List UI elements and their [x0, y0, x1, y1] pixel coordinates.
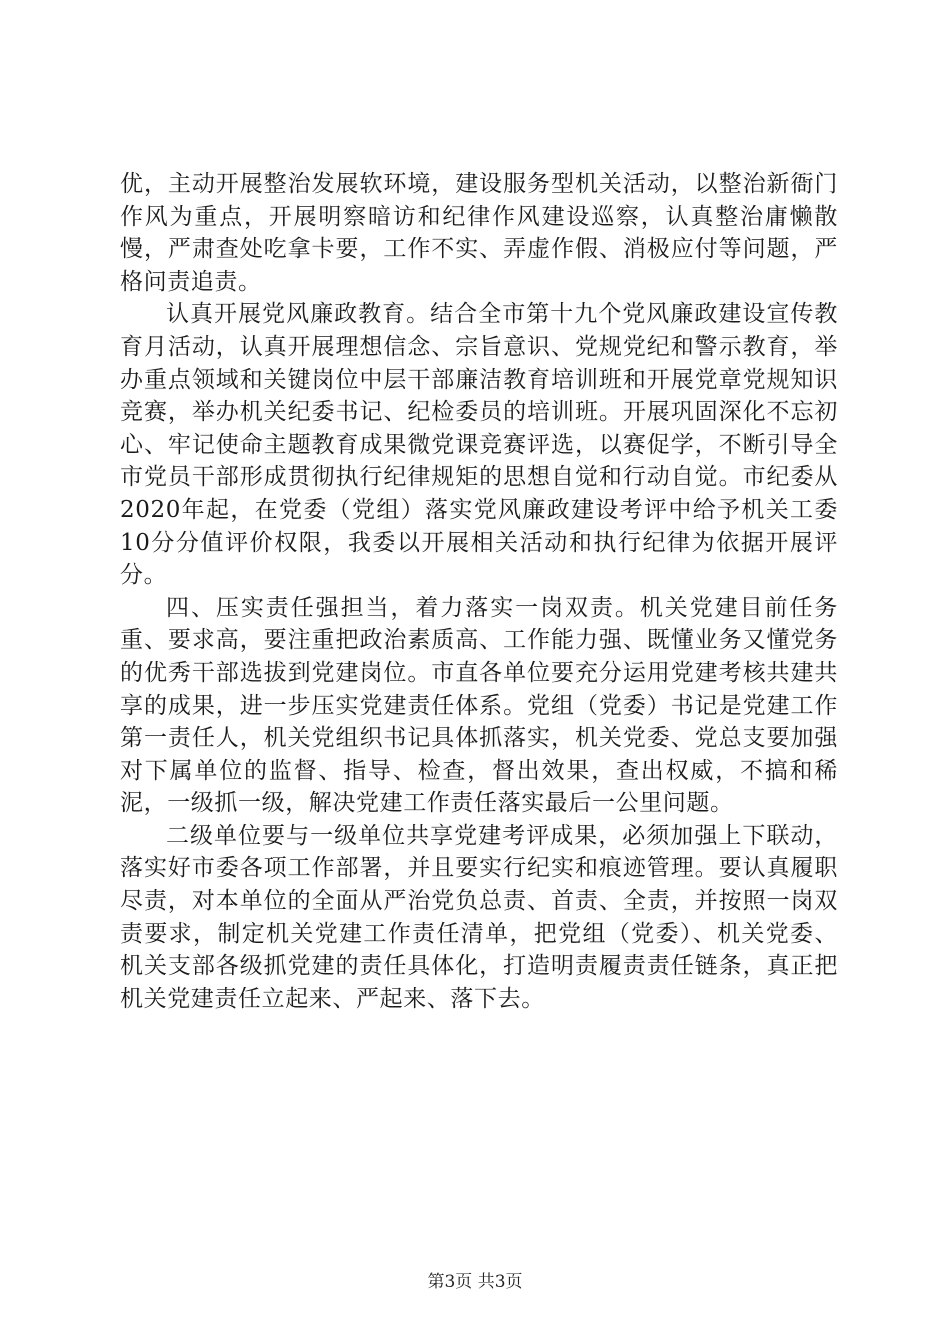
paragraph-party-education: 认真开展党风廉政教育。结合全市第十九个党风廉政建设宣传教育月活动，认真开展理想信念、宗旨意识、党规党纪和警示教育，举办重点领域和关键岗位中层干部廉洁教育培训班和开展党章党规知识竞赛，举办机关纪委书记、纪检委员的培训班。开展巩固深化不忘初心、牢记使命主题教育成果微党课竞赛评选，以赛促学，不断引导全市党员干部形成贯彻执行纪律规矩的思想自觉和行动自觉。市纪委从2020年起，在党委（党组）落实党风廉政建设考评中给予机关工委10分分值评价权限，我委以开展相关活动和执行纪律为依据开展评分。	[120, 301, 838, 589]
paragraph-responsibility: 四、压实责任强担当，着力落实一岗双责。机关党建目前任务重、要求高，要注重把政治素质高、工作能力强、既懂业务又懂党务的优秀干部选拔到党建岗位。市直各单位要充分运用党建考核共建共享的成果，进一步压实党建责任体系。党组（党委）书记是党建工作第一责任人，机关党组织书记具体抓落实，机关党委、党总支要加强对下属单位的监督、指导、检查，督出效果，查出权威，不搞和稀泥，一级抓一级，解决党建工作责任落实最后一公里问题。	[120, 594, 838, 817]
paragraph-secondary-units: 二级单位要与一级单位共享党建考评成果，必须加强上下联动，落实好市委各项工作部署，并且要实行纪实和痕迹管理。要认真履职尽责，对本单位的全面从严治党负总责、首责、全责，并按照一岗双责要求，制定机关党建工作责任清单，把党组（党委）、机关党委、机关支部各级抓党建的责任具体化，打造明责履责责任链条，真正把机关党建责任立起来、严起来、落下去。	[120, 822, 838, 1012]
page-number-footer: 第3页 共3页	[427, 1272, 523, 1292]
paragraph-continuation: 优，主动开展整治发展软环境，建设服务型机关活动，以整治新衙门作风为重点，开展明察暗访和纪律作风建设巡察，认真整治庸懒散慢，严肃查处吃拿卡要，工作不实、弄虚作假、消极应付等问题，严格问责追责。	[120, 171, 838, 295]
document-body	[120, 168, 838, 1015]
